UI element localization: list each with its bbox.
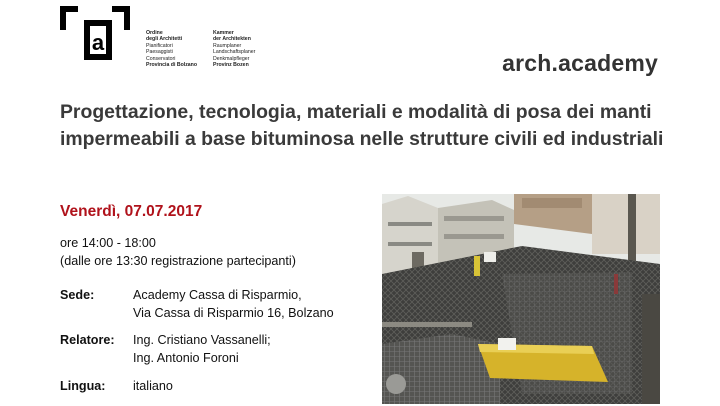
speaker-name: Ing. Antonio Foroni — [133, 351, 239, 365]
event-title: Progettazione, tecnologia, materiali e modalità di posa dei manti impermeabili a base bituminosa nelle strutture civili ed industriali — [60, 101, 664, 150]
event-times — [60, 234, 296, 270]
venue-line: Academy Cassa di Risparmio, — [133, 288, 302, 302]
venue-label: Sede: — [60, 288, 95, 302]
org-name-german: Kammer der Architekten Raumplaner Landschaftsplaner Denkmalpfleger Provinz Bozen — [213, 30, 256, 69]
event-time: ore 14:00 - 18:00 — [60, 236, 156, 250]
construction-site-photo — [382, 194, 660, 404]
event-date: Venerdì, 07.07.2017 — [60, 203, 203, 220]
academy-logo — [58, 4, 132, 62]
speaker-name: Ing. Cristiano Vassanelli; — [133, 333, 271, 347]
speakers-label: Relatore: — [60, 333, 115, 347]
org-name-italian: Ordine degli Architetti Pianificatori Paesaggisti Conservatori Provincia di Bolzano — [146, 30, 198, 69]
language-label: Lingua: — [60, 379, 106, 393]
language-value: italiano — [133, 379, 173, 393]
registration-time: (dalle ore 13:30 registrazione partecipanti) — [60, 254, 296, 268]
brand-name: arch.academy — [502, 50, 658, 76]
logo-letter: a — [91, 30, 105, 55]
venue-line: Via Cassa di Risparmio 16, Bolzano — [133, 306, 334, 320]
